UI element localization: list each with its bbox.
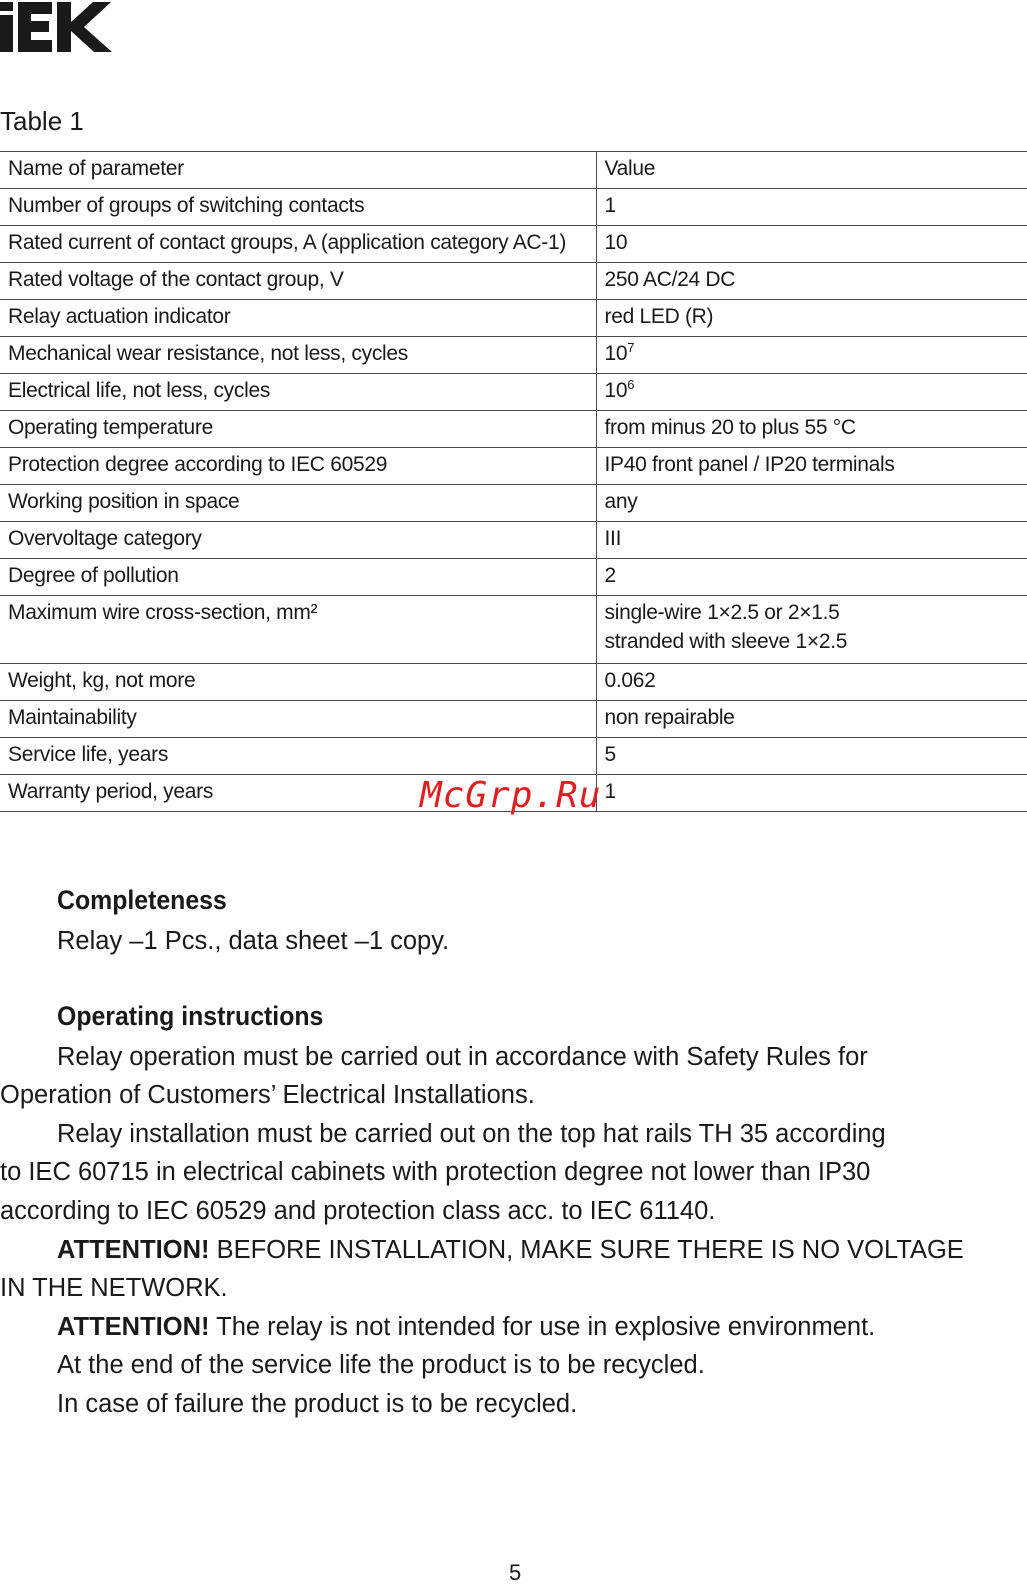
param-cell: Mechanical wear resistance, not less, cycles (0, 337, 596, 374)
attention-text: The relay is not intended for use in explosive environment. (209, 1313, 876, 1341)
value-cell: 10 (596, 226, 1027, 263)
table-row (0, 559, 1027, 596)
paragraph-line: Operation of Customers’ Electrical Installations. (0, 1081, 535, 1109)
param-cell: Warranty period, years (0, 775, 596, 812)
param-cell: Weight, kg, not more (0, 664, 596, 701)
param-cell: Maintainability (0, 701, 596, 738)
table-row (0, 411, 1027, 448)
value-cell: 250 AC/24 DC (596, 263, 1027, 300)
table-row (0, 226, 1027, 263)
param-cell: Relay actuation indicator (0, 300, 596, 337)
paragraph-line: Relay installation must be carried out on the top hat rails TH 35 according (57, 1120, 886, 1148)
value-cell: red LED (R) (596, 300, 1027, 337)
value-cell: 0.062 (596, 664, 1027, 701)
value-cell (596, 374, 1027, 411)
value-cell: 2 (596, 559, 1027, 596)
param-cell: Rated current of contact groups, A (application category AC-1) (0, 226, 596, 263)
table-row (0, 448, 1027, 485)
table-row (0, 738, 1027, 775)
table-row (0, 701, 1027, 738)
value-cell: 1 (596, 189, 1027, 226)
paragraph-line: Relay operation must be carried out in accordance with Safety Rules for (57, 1043, 868, 1071)
table-row (0, 263, 1027, 300)
value-cell: 1 (596, 775, 1027, 812)
table-row (0, 664, 1027, 701)
attention-text: BEFORE INSTALLATION, MAKE SURE THERE IS NO VOLTAGE (209, 1236, 964, 1264)
paragraph-line: At the end of the service life the product is to be recycled. (57, 1351, 705, 1379)
paragraph-line: to IEC 60715 in electrical cabinets with protection degree not lower than IP30 (0, 1158, 871, 1186)
header-param: Name of parameter (0, 152, 596, 189)
completeness-text: Relay –1 Pcs., data sheet –1 copy. (57, 927, 450, 955)
param-cell: Maximum wire cross-section, mm² (0, 596, 596, 664)
param-cell: Service life, years (0, 738, 596, 775)
completeness-heading: Completeness (57, 885, 227, 915)
attention-label: ATTENTION! (57, 1236, 210, 1264)
param-cell: Rated voltage of the contact group, V (0, 263, 596, 300)
attention-line (57, 1236, 964, 1265)
header-value: Value (596, 152, 1027, 189)
paragraph-line: IN THE NETWORK. (0, 1274, 228, 1302)
param-cell: Overvoltage category (0, 522, 596, 559)
value-line-2: stranded with sleeve 1×2.5 (604, 630, 848, 653)
value-cell: non repairable (596, 701, 1027, 738)
table-row (0, 374, 1027, 411)
value-cell: IP40 front panel / IP20 terminals (596, 448, 1027, 485)
value-base: 10 (604, 379, 628, 402)
param-cell: Working position in space (0, 485, 596, 522)
param-cell: Number of groups of switching contacts (0, 189, 596, 226)
table-row (0, 337, 1027, 374)
watermark: McGrp.Ru (420, 775, 602, 816)
value-cell: 5 (596, 738, 1027, 775)
table-row (0, 189, 1027, 226)
parameters-table (0, 151, 1027, 812)
table-row (0, 485, 1027, 522)
value-exponent: 7 (627, 340, 635, 355)
value-base: 10 (604, 342, 628, 365)
attention-line (57, 1313, 875, 1342)
value-exponent: 6 (627, 377, 635, 392)
table-row (0, 300, 1027, 337)
table-caption: Table 1 (0, 106, 84, 136)
param-cell: Operating temperature (0, 411, 596, 448)
page-number: 5 (509, 1560, 522, 1585)
value-cell (596, 337, 1027, 374)
table-row (0, 596, 1027, 664)
param-cell: Protection degree according to IEC 60529 (0, 448, 596, 485)
param-cell: Electrical life, not less, cycles (0, 374, 596, 411)
iek-logo (0, 0, 114, 54)
value-line-1: single-wire 1×2.5 or 2×1.5 (604, 601, 840, 624)
value-cell: any (596, 485, 1027, 522)
param-cell: Degree of pollution (0, 559, 596, 596)
value-cell: from minus 20 to plus 55 °C (596, 411, 1027, 448)
operating-heading: Operating instructions (57, 1001, 324, 1031)
table-row (0, 522, 1027, 559)
value-cell: III (596, 522, 1027, 559)
value-cell (596, 596, 1027, 664)
paragraph-line: according to IEC 60529 and protection class acc. to IEC 61140. (0, 1197, 716, 1225)
attention-label: ATTENTION! (57, 1313, 210, 1341)
paragraph-line: In case of failure the product is to be recycled. (57, 1390, 578, 1418)
table-header-row (0, 152, 1027, 189)
